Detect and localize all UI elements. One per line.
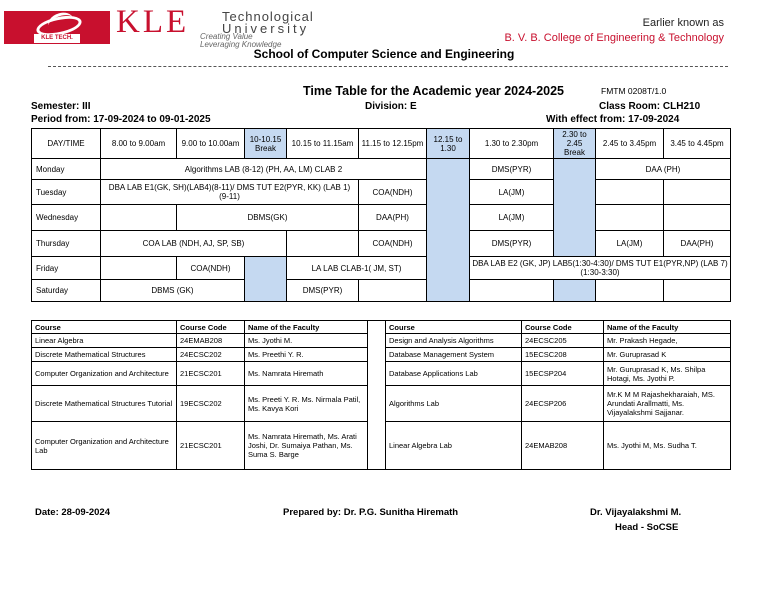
timetable-row-tuesday — [32, 180, 731, 205]
brand-tagline-2: Leveraging Knowledge — [200, 40, 282, 49]
header-cell: 3.45 to 4.45pm — [664, 129, 731, 159]
division-label: Division: E — [365, 101, 417, 112]
slot-cell: COA(NDH) — [359, 231, 427, 257]
slot-cell: DBA LAB E2 (GK, JP) LAB5(1:30-4:30)/ DMS TUT E1(PYR,NP) (LAB 7) (1:30-3:30) — [470, 257, 731, 280]
slot-cell: DBA LAB E1(GK, SH)(LAB4)(8-11)/ DMS TUT E2(PYR, KK) (LAB 1) (9-11) — [101, 180, 359, 205]
faculty-name: Ms. Namrata Hiremath — [245, 362, 368, 386]
header-cell: 11.15 to 12.15pm — [359, 129, 427, 159]
lunch-column — [427, 159, 470, 302]
slot-cell: LA LAB CLAB-1( JM, ST) — [287, 257, 427, 280]
slot-cell — [664, 280, 731, 302]
faculty-name: Mr. Guruprasad K, Ms. Shilpa Hotagi, Ms. Jyothi P. — [604, 362, 731, 386]
course-code: 24ECSC202 — [177, 348, 245, 362]
brand-tagline-1: Creating Value — [200, 32, 253, 41]
header-cell: Name of the Faculty — [604, 321, 731, 334]
slot-cell — [101, 257, 177, 280]
semester-label: Semester: III — [31, 101, 91, 112]
faculty-name: Ms. Preethi Y. R. — [245, 348, 368, 362]
timetable-title: Time Table for the Academic year 2024-2025 — [303, 84, 565, 98]
slot-cell — [359, 280, 427, 302]
day-cell: Monday — [32, 159, 101, 180]
header-cell: 8.00 to 9.00am — [101, 129, 177, 159]
course-name: Computer Organization and Architecture — [32, 362, 177, 386]
slot-cell: DAA(PH) — [664, 231, 731, 257]
kle-tech-logo — [4, 11, 110, 44]
course-code: 15ECSP204 — [522, 362, 604, 386]
timetable-header-row — [32, 129, 731, 159]
slot-cell: COA(NDH) — [177, 257, 245, 280]
timetable-grid — [31, 128, 731, 302]
course-name: Discrete Mathematical Structures Tutorial — [32, 386, 177, 422]
day-cell: Friday — [32, 257, 101, 280]
course-code: 24ECSP206 — [522, 386, 604, 422]
faculty-name: Ms. Jyothi M. — [245, 334, 368, 348]
slot-cell — [596, 180, 664, 205]
timetable-row-thursday — [32, 231, 731, 257]
header-cell: 10.15 to 11.15am — [287, 129, 359, 159]
earlier-known-label: Earlier known as — [642, 17, 724, 29]
header-cell: Course — [386, 321, 522, 334]
timetable-row-friday — [32, 257, 731, 280]
column-separator — [368, 321, 386, 470]
brand-kle: KLE — [116, 4, 190, 40]
course-name: Database Management System — [386, 348, 522, 362]
course-name: Algorithms Lab — [386, 386, 522, 422]
faculty-name: Ms. Preeti Y. R. Ms. Nirmala Patil, Ms. Kavya Kori — [245, 386, 368, 422]
timetable-row-monday — [32, 159, 731, 180]
brand-technological: Technological — [222, 9, 314, 24]
effect-date-label: With effect from: 17-09-2024 — [546, 114, 680, 125]
course-name: Linear Algebra — [32, 334, 177, 348]
timetable-row-saturday — [32, 280, 731, 302]
header-cell-lunch: 12.15 to 1.30 — [427, 129, 470, 159]
document-date: Date: 28-09-2024 — [35, 507, 110, 518]
faculty-name: Mr. Prakash Hegade, — [604, 334, 731, 348]
slot-cell — [470, 280, 554, 302]
header-cell: 1.30 to 2.30pm — [470, 129, 554, 159]
faculty-name: Mr.K M M Rajashekharaiah, MS. Arundati Arallmatti, Ms. Vijayalakshmi Sajjanar. — [604, 386, 731, 422]
classroom-label: Class Room: CLH210 — [599, 101, 701, 112]
slot-cell: DMS(PYR) — [470, 159, 554, 180]
slot-cell: LA(JM) — [596, 231, 664, 257]
day-cell: Tuesday — [32, 180, 101, 205]
slot-cell: COA LAB (NDH, AJ, SP, SB) — [101, 231, 287, 257]
course-name: Design and Analysis Algorithms — [386, 334, 522, 348]
header-cell: 9.00 to 10.00am — [177, 129, 245, 159]
slot-cell: DBMS(GK) — [177, 205, 359, 231]
faculty-name: Ms. Jyothi M, Ms. Sudha T. — [604, 422, 731, 470]
header-cell-break: 2.30 to 2.45 Break — [554, 129, 596, 159]
slot-cell: DAA (PH) — [596, 159, 731, 180]
day-cell: Thursday — [32, 231, 101, 257]
form-code: FMTM 0208T/1.0 — [601, 86, 667, 96]
course-code: 24ECSC205 — [522, 334, 604, 348]
course-code: 15ECSC208 — [522, 348, 604, 362]
course-faculty-table — [31, 320, 731, 470]
slot-cell — [664, 205, 731, 231]
day-cell: Wednesday — [32, 205, 101, 231]
brand-university: University — [222, 21, 310, 36]
slot-cell — [101, 205, 177, 231]
afternoon-break-column — [554, 280, 596, 302]
slot-cell: Algorithms LAB (8-12) (PH, AA, LM) CLAB 2 — [101, 159, 427, 180]
header-cell: Course — [32, 321, 177, 334]
timetable-row-wednesday — [32, 205, 731, 231]
course-code: 21ECSC201 — [177, 362, 245, 386]
logo-tag: KLE TECH. — [34, 34, 80, 43]
course-header-row — [32, 321, 731, 334]
slot-cell: DMS(PYR) — [287, 280, 359, 302]
faculty-name: Mr. Guruprasad K — [604, 348, 731, 362]
slot-cell: DMS(PYR) — [470, 231, 554, 257]
course-code: 24EMAB208 — [522, 422, 604, 470]
former-college-name: B. V. B. College of Engineering & Technology — [504, 32, 724, 44]
slot-cell: DAA(PH) — [359, 205, 427, 231]
header-cell: DAY/TIME — [32, 129, 101, 159]
slot-cell — [664, 180, 731, 205]
header-cell: 2.45 to 3.45pm — [596, 129, 664, 159]
slot-cell: LA(JM) — [470, 180, 554, 205]
morning-break-column — [245, 257, 287, 302]
header-cell: Course Code — [177, 321, 245, 334]
header-cell-break: 10-10.15 Break — [245, 129, 287, 159]
course-name: Computer Organization and Architecture Lab — [32, 422, 177, 470]
course-code: 24EMAB208 — [177, 334, 245, 348]
course-name: Database Applications Lab — [386, 362, 522, 386]
slot-cell: DBMS (GK) — [101, 280, 245, 302]
course-code: 21ECSC201 — [177, 422, 245, 470]
slot-cell — [596, 205, 664, 231]
slot-cell: LA(JM) — [470, 205, 554, 231]
faculty-name: Ms. Namrata Hiremath, Ms. Arati Joshi, Dr. Sumaiya Pathan, Ms. Suma S. Barge — [245, 422, 368, 470]
course-code: 19ECSC202 — [177, 386, 245, 422]
period-label: Period from: 17-09-2024 to 09-01-2025 — [31, 114, 211, 125]
day-cell: Saturday — [32, 280, 101, 302]
header-cell: Course Code — [522, 321, 604, 334]
course-name: Discrete Mathematical Structures — [32, 348, 177, 362]
dashed-divider — [48, 66, 728, 67]
course-name: Linear Algebra Lab — [386, 422, 522, 470]
slot-cell — [287, 231, 359, 257]
afternoon-break-column — [554, 159, 596, 257]
slot-cell — [596, 280, 664, 302]
header-cell: Name of the Faculty — [245, 321, 368, 334]
prepared-by: Prepared by: Dr. P.G. Sunitha Hiremath — [283, 507, 459, 518]
head-title: Head - SoCSE — [615, 522, 679, 533]
head-name: Dr. Vijayalakshmi M. — [590, 507, 682, 518]
school-name: School of Computer Science and Engineering — [253, 47, 515, 61]
slot-cell: COA(NDH) — [359, 180, 427, 205]
